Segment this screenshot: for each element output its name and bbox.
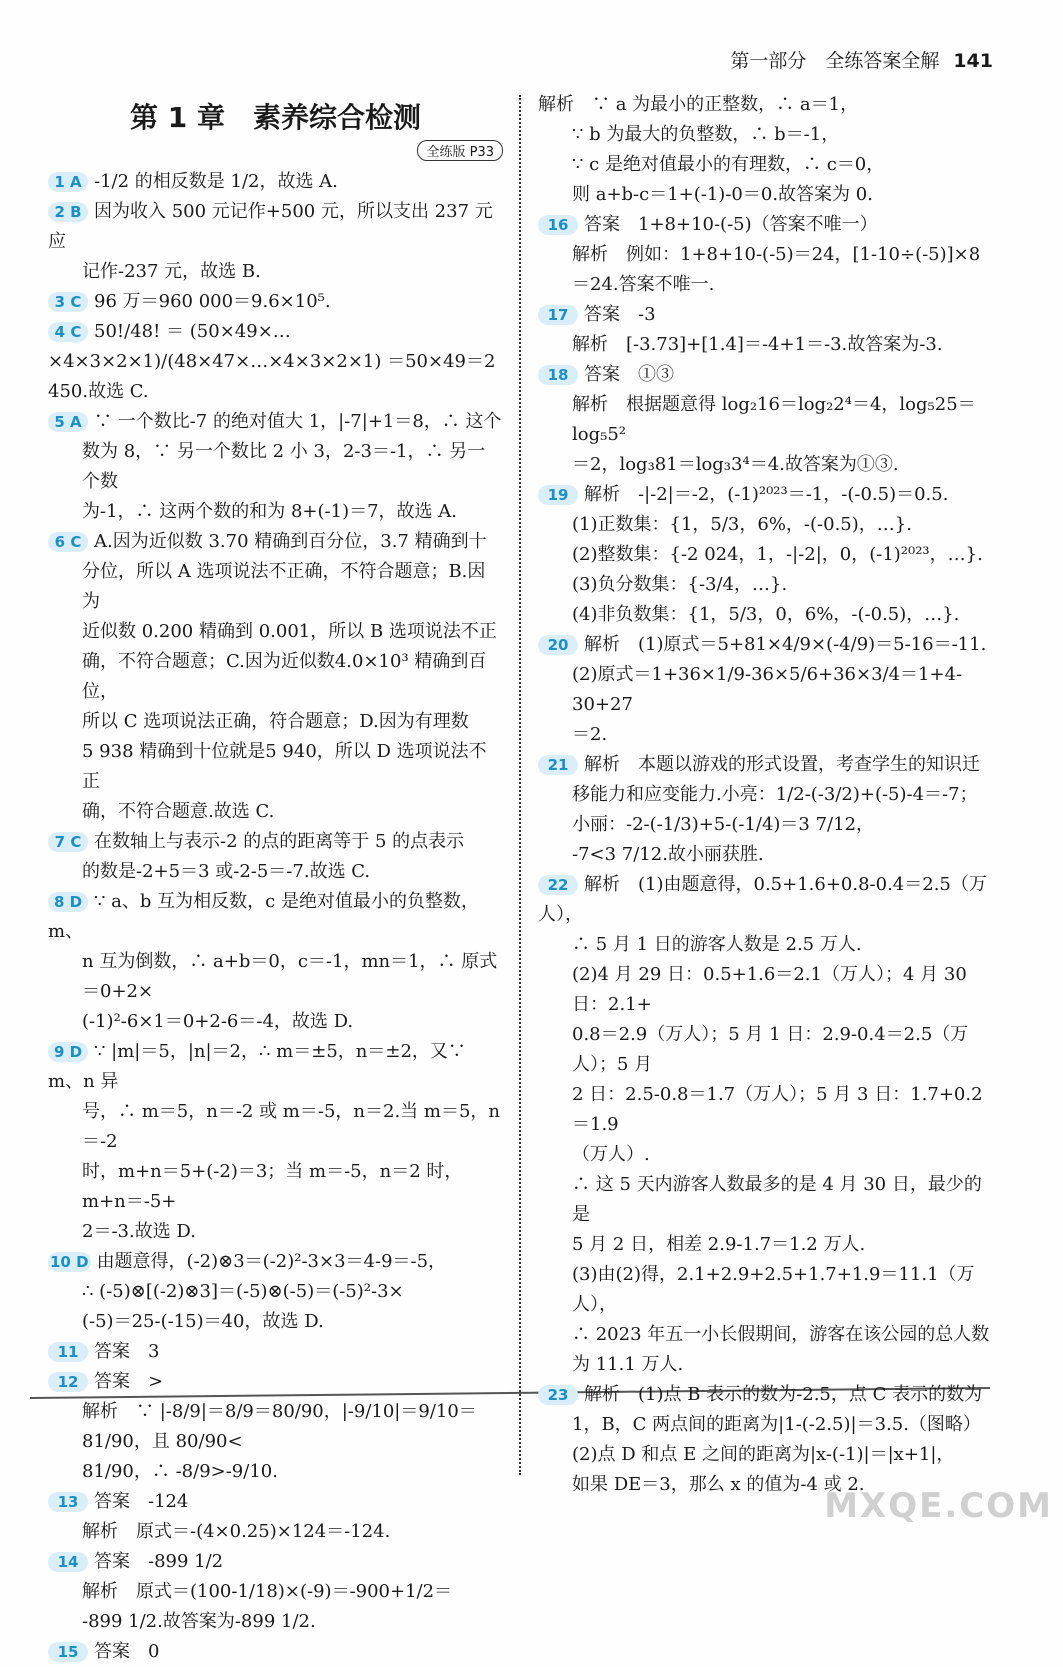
- answer-line: [48, 617, 503, 647]
- answer-text: （万人）.: [572, 1144, 650, 1165]
- section-title: 第一部分 全练答案全解: [730, 50, 940, 72]
- question-number-badge: 7 C: [48, 832, 88, 852]
- answer-text: 记作-237 元，故选 B.: [82, 261, 261, 282]
- question-number-badge: 15: [48, 1642, 88, 1662]
- answer-item: [48, 287, 503, 317]
- answer-text: 解析 (1)由题意得，0.5+1.6+0.8-0.4＝2.5（万人），: [538, 874, 987, 925]
- answer-text: 确，不符合题意.故选 C.: [82, 801, 275, 822]
- answer-text: ＝2，log₃81＝log₃3⁴＝4.故答案为①③.: [572, 454, 899, 475]
- answer-line: [48, 257, 503, 287]
- answer-line: [48, 1037, 503, 1097]
- answer-line: [538, 390, 998, 450]
- answer-text: 小丽：-2-(-1/3)+5-(-1/4)＝3 7/12，: [572, 814, 875, 835]
- answer-line: [48, 1397, 503, 1457]
- answer-text: 所以 C 选项说法正确，符合题意；D.因为有理数: [82, 711, 469, 732]
- answer-line: [538, 780, 998, 810]
- page-header: [730, 46, 993, 73]
- answer-line: [48, 1097, 503, 1157]
- answer-text: (-5)＝25-(-15)＝40，故选 D.: [82, 1311, 324, 1332]
- answer-text: 解析 根据题意得 log₂16＝log₂2⁴＝4，log₅25＝log₅5²: [572, 394, 976, 445]
- answer-text: -1/2 的相反数是 1/2，故选 A.: [94, 171, 338, 192]
- answer-text: 数为 8，∵ 另一个数比 2 小 3，2-3＝-1，∴ 另一个数: [82, 441, 486, 492]
- answer-item: [48, 317, 503, 407]
- answer-text: 解析 例如：1+8+10-(-5)＝24，[1-10÷(-5)]×8: [572, 244, 981, 265]
- column-divider: [519, 95, 521, 1475]
- answer-line: [538, 90, 998, 120]
- answer-line: [538, 1380, 998, 1410]
- answer-text: ∴ 2023 年五一小长假期间，游客在该公园的总人数: [572, 1324, 990, 1345]
- answer-line: [538, 480, 998, 510]
- answer-line: [48, 527, 503, 557]
- watermark: MXQE.COM: [824, 1486, 1053, 1526]
- answer-item: [48, 1547, 503, 1637]
- answer-text: ∴ (-5)⊗[(-2)⊗3]＝(-5)⊗(-5)＝(-5)²-3×: [82, 1281, 404, 1302]
- answer-text: 因为收入 500 元记作+500 元，所以支出 237 元应: [48, 201, 493, 252]
- answer-text: 5 938 精确到十位就是5 940，所以 D 选项说法不正: [82, 741, 487, 792]
- answer-line: [538, 630, 998, 660]
- answer-line: [538, 180, 998, 210]
- answer-text: 解析 ∵ |-8/9|＝8/9＝80/90，|-9/10|＝9/10＝81/90，且 80/90<: [82, 1401, 477, 1452]
- answer-line: [48, 1367, 503, 1397]
- answer-item: [538, 870, 998, 1380]
- answer-line: [538, 240, 998, 270]
- answer-text: 时，m+n＝5+(-2)＝3；当 m＝-5，n＝2 时，m+n＝-5+: [82, 1161, 463, 1212]
- answer-text: 解析 原式＝-(4×0.25)×124＝-124.: [82, 1521, 391, 1542]
- answer-text: 的数是-2+5＝3 或-2-5＝-7.故选 C.: [82, 861, 371, 882]
- answer-line: [48, 947, 503, 1007]
- answer-line: [538, 660, 998, 720]
- answer-text: ∵ |m|＝5，|n|＝2，∴ m＝±5，n＝±2，又∵ m、n 异: [48, 1041, 472, 1092]
- answer-line: [48, 1607, 503, 1637]
- answer-line: [538, 1410, 998, 1440]
- answer-line: [538, 360, 998, 390]
- answer-item: [48, 1637, 503, 1667]
- answer-line: [48, 497, 503, 527]
- answer-text: -899 1/2.故答案为-899 1/2.: [82, 1611, 316, 1632]
- answer-item: [48, 527, 503, 827]
- answer-line: [48, 1487, 503, 1517]
- question-number-badge: 20: [538, 635, 578, 655]
- answer-item: [48, 167, 503, 197]
- answer-line: [48, 1217, 503, 1247]
- answer-item: [538, 750, 998, 870]
- answer-line: [538, 300, 998, 330]
- answer-line: [48, 857, 503, 887]
- answer-line: [538, 450, 998, 480]
- answer-text: 答案 -3: [584, 304, 656, 325]
- answer-line: [538, 1320, 998, 1350]
- answer-item: [48, 1247, 503, 1337]
- answer-line: [538, 840, 998, 870]
- answer-line: [48, 737, 503, 797]
- question-number-badge: 10 D: [50, 1253, 89, 1271]
- answer-text: 号，∴ m＝5，n＝-2 或 m＝-5，n＝2.当 m＝5，n＝-2: [82, 1101, 501, 1152]
- answer-item: [538, 480, 998, 630]
- answer-line: [48, 1457, 503, 1487]
- answer-item: [48, 827, 503, 887]
- answer-text: ＝24.答案不唯一.: [572, 274, 715, 295]
- answer-line: [48, 1337, 503, 1367]
- answer-text: 1，B，C 两点间的距离为|1-(-2.5)|＝3.5.（图略）: [572, 1414, 981, 1435]
- answer-text: 移能力和应变能力.小亮：1/2-(-3/2)+(-5)-4＝-7；: [572, 784, 978, 805]
- question-number-badge: 9 D: [48, 1042, 88, 1062]
- answer-text: (4)非负数集：{1，5/3，0，6%，-(-0.5)，…}.: [572, 604, 960, 625]
- answer-text: (-1)²-6×1＝0+2-6＝-4，故选 D.: [82, 1011, 354, 1032]
- answer-text: 答案 3: [94, 1341, 160, 1362]
- answer-text: 答案 1+8+10-(-5)（答案不唯一）: [584, 214, 878, 235]
- answer-item: [48, 1337, 503, 1367]
- question-number-badge: 6 C: [48, 532, 88, 552]
- answer-item: [48, 1487, 503, 1547]
- answer-text: 答案 ①③: [584, 364, 674, 385]
- question-number-badge: 13: [48, 1492, 88, 1512]
- answer-line: [48, 1307, 503, 1337]
- answer-line: [538, 1170, 998, 1230]
- answer-text: 在数轴上与表示-2 的点的距离等于 5 的点表示: [94, 831, 465, 852]
- answer-line: [538, 870, 998, 930]
- answer-text: 为-1，∴ 这两个数的和为 8+(-1)＝7，故选 A.: [82, 501, 457, 522]
- answer-text: (3)负分数集：{-3/4，…}.: [572, 574, 788, 595]
- question-number-badge: 8 D: [48, 892, 88, 912]
- answer-text: 分位，所以 A 选项说法不正确，不符合题意；B.因为: [82, 561, 486, 612]
- right-column: [538, 90, 998, 1500]
- answer-line: [538, 270, 998, 300]
- answer-line: [48, 707, 503, 737]
- answer-item: [538, 90, 998, 210]
- answer-line: [48, 887, 503, 947]
- answer-text: 解析 ∵ a 为最小的正整数，∴ a＝1，: [538, 94, 859, 115]
- answer-line: [538, 720, 998, 750]
- answer-line: [538, 810, 998, 840]
- question-number-badge: 19: [538, 485, 578, 505]
- answer-text: ∵ b 为最大的负整数，∴ b＝-1，: [572, 124, 840, 145]
- answer-line: [48, 1007, 503, 1037]
- answer-line: [538, 210, 998, 240]
- page-number: 141: [953, 50, 993, 72]
- answer-line: [538, 1140, 998, 1170]
- answer-text: -7<3 7/12.故小丽获胜.: [572, 844, 764, 865]
- answer-line: [538, 150, 998, 180]
- answer-text: 由题意得，(-2)⊗3＝(-2)²-3×3＝4-9＝-5，: [96, 1251, 447, 1272]
- answer-text: ∵ a、b 互为相反数，c 是绝对值最小的负整数，m、: [48, 891, 479, 942]
- question-number-badge: 11: [48, 1342, 88, 1362]
- answer-text: ＝2.: [572, 724, 608, 745]
- answer-item: [538, 360, 998, 480]
- question-number-badge: 4 C: [48, 322, 88, 342]
- answer-item: [48, 887, 503, 1037]
- answer-text: 81/90，∴ -8/9>-9/10.: [82, 1461, 278, 1482]
- question-number-badge: 3 C: [48, 292, 88, 312]
- answer-item: [48, 407, 503, 527]
- answer-text: 50!/48! ＝ (50×49×…×4×3×2×1)/(48×47×…×4×3×2×1) ＝50×49＝2 450.故选 C.: [48, 321, 502, 402]
- question-number-badge: 2 B: [48, 202, 88, 222]
- answer-text: 解析 (1)原式＝5+81×4/9×(-4/9)＝5-16＝-11.: [584, 634, 987, 655]
- answer-text: 5 月 2 日，相差 2.9-1.7＝1.2 万人.: [572, 1234, 866, 1255]
- answer-line: [538, 1350, 998, 1380]
- answer-text: (2)整数集：{-2 024，1，-|-2|，0，(-1)²⁰²³，…}.: [572, 544, 983, 565]
- answer-line: [538, 1230, 998, 1260]
- answer-line: [538, 750, 998, 780]
- answer-line: [538, 570, 998, 600]
- answer-text: 则 a+b-c＝1+(-1)-0＝0.故答案为 0.: [572, 184, 873, 205]
- answer-text: 2 日：2.5-0.8＝1.7（万人）；5 月 3 日：1.7+0.2＝1.9: [572, 1084, 983, 1135]
- answer-text: 解析 原式＝(100-1/18)×(-9)＝-900+1/2＝: [82, 1581, 453, 1602]
- answer-text: 解析 [-3.73]+[1.4]＝-4+1＝-3.故答案为-3.: [572, 334, 943, 355]
- answer-line: [538, 930, 998, 960]
- answer-line: [48, 1547, 503, 1577]
- question-number-badge: 1 A: [48, 172, 88, 192]
- answer-line: [48, 287, 503, 317]
- question-number-badge: 23: [538, 1385, 578, 1405]
- answer-item: [48, 1037, 503, 1247]
- answer-line: [48, 1247, 503, 1277]
- question-number-badge: 5 A: [48, 412, 88, 432]
- answer-text: 近似数 0.200 精确到 0.001，所以 B 选项说法不正: [82, 621, 497, 642]
- answer-item: [538, 630, 998, 750]
- answer-line: [538, 510, 998, 540]
- answer-line: [48, 797, 503, 827]
- answer-text: 解析 -|-2|＝-2，(-1)²⁰²³＝-1，-(-0.5)＝0.5.: [584, 484, 949, 505]
- question-number-badge: 17: [538, 305, 578, 325]
- answer-text: (2)原式＝1+36×1/9-36×5/6+36×3/4＝1+4-30+27: [572, 664, 963, 715]
- left-column: [48, 90, 503, 1667]
- source-tag: 全练版 P33: [48, 140, 503, 161]
- chapter-title: 第 1 章 素养综合检测: [130, 101, 421, 134]
- answer-line: [48, 827, 503, 857]
- answer-line: [48, 317, 503, 407]
- answer-text: (2)4 月 29 日：0.5+1.6＝2.1（万人）；4 月 30 日：2.1+: [572, 964, 973, 1015]
- question-number-badge: 16: [538, 215, 578, 235]
- question-number-badge: 21: [538, 755, 578, 775]
- answer-line: [48, 647, 503, 707]
- answer-line: [48, 1577, 503, 1607]
- answer-line: [48, 437, 503, 497]
- answer-text: 答案 -124: [94, 1491, 189, 1512]
- answer-item: [538, 210, 998, 300]
- answer-line: [48, 1517, 503, 1547]
- answer-text: ∵ 一个数比-7 的绝对值大 1，|-7|+1＝8，∴ 这个: [94, 411, 502, 432]
- question-number-badge: 22: [538, 875, 578, 895]
- answer-text: (3)由(2)得，2.1+2.9+2.5+1.7+1.9＝11.1（万人），: [572, 1264, 975, 1315]
- answer-line: [538, 330, 998, 360]
- answer-text: 答案 0: [94, 1641, 160, 1662]
- answer-text: 96 万＝960 000＝9.6×10⁵.: [94, 291, 331, 312]
- answer-line: [538, 540, 998, 570]
- answer-text: 解析 本题以游戏的形式设置，考查学生的知识迁: [584, 754, 980, 775]
- answer-text: 如果 DE＝3，那么 x 的值为-4 或 2.: [572, 1474, 865, 1495]
- question-number-badge: 18: [538, 365, 578, 385]
- answer-line: [48, 167, 503, 197]
- answer-line: [48, 407, 503, 437]
- answer-line: [48, 557, 503, 617]
- answer-line: [48, 1637, 503, 1667]
- answer-text: (2)点 D 和点 E 之间的距离为|x-(-1)|＝|x+1|，: [572, 1444, 955, 1465]
- answer-text: 0.8＝2.9（万人）；5 月 1 日：2.9-0.4＝2.5（万人）；5 月: [572, 1024, 969, 1075]
- answer-text: n 互为倒数，∴ a+b＝0，c＝-1，mn＝1，∴ 原式＝0+2×: [82, 951, 498, 1002]
- answer-item: [538, 1380, 998, 1500]
- answer-line: [48, 1277, 503, 1307]
- answer-text: 解析 (1)点 B 表示的数为-2.5，点 C 表示的数为: [584, 1384, 983, 1405]
- answer-text: ∴ 5 月 1 日的游客人数是 2.5 万人.: [572, 934, 862, 955]
- answer-line: [538, 1260, 998, 1320]
- answer-line: [48, 1157, 503, 1217]
- question-number-badge: 12: [48, 1372, 88, 1392]
- answer-line: [538, 1020, 998, 1080]
- question-number-badge: 14: [48, 1552, 88, 1572]
- answer-item: [538, 300, 998, 360]
- answer-text: 为 11.1 万人.: [572, 1354, 684, 1375]
- answer-text: 2＝-3.故选 D.: [82, 1221, 196, 1242]
- answer-text: A.因为近似数 3.70 精确到百分位，3.7 精确到十: [94, 531, 487, 552]
- answer-line: [538, 120, 998, 150]
- answer-text: 答案 -899 1/2: [94, 1551, 224, 1572]
- answer-item: [48, 197, 503, 287]
- answer-line: [538, 600, 998, 630]
- answer-text: ∵ c 是绝对值最小的有理数，∴ c＝0，: [572, 154, 885, 175]
- answer-text: (1)正数集：{1，5/3，6%，-(-0.5)，…}.: [572, 514, 912, 535]
- answer-line: [538, 1440, 998, 1470]
- answer-item: [48, 1367, 503, 1487]
- answer-text: ∴ 这 5 天内游客人数最多的是 4 月 30 日，最少的是: [572, 1174, 982, 1225]
- answer-text: 答案 >: [94, 1371, 164, 1392]
- answer-line: [48, 197, 503, 257]
- answer-line: [538, 1080, 998, 1140]
- answer-line: [538, 960, 998, 1020]
- answer-text: 确，不符合题意；C.因为近似数4.0×10³ 精确到百位，: [82, 651, 487, 702]
